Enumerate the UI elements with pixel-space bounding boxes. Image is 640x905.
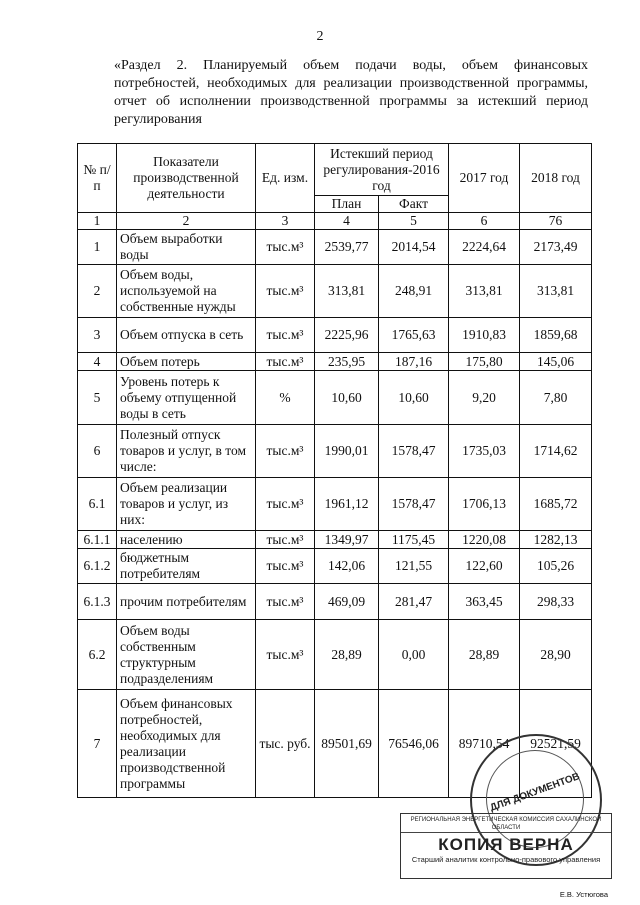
row-plan: 235,95 <box>315 353 379 371</box>
row-2017: 1220,08 <box>449 531 520 549</box>
row-2018: 1714,62 <box>520 425 592 478</box>
header-indicator: Показатели производственной деятельности <box>117 144 256 213</box>
row-indicator: Объем воды, используемой на собственные нужды <box>117 265 256 318</box>
row-fact: 1578,47 <box>379 425 449 478</box>
row-unit: тыс. руб. <box>256 690 315 798</box>
column-index: 1 <box>78 213 117 230</box>
row-indicator: Объем выработки воды <box>117 230 256 265</box>
row-indicator: населению <box>117 531 256 549</box>
copy-verified-stamp <box>400 813 612 879</box>
row-fact: 187,16 <box>379 353 449 371</box>
row-fact: 281,47 <box>379 584 449 620</box>
table-row <box>78 425 592 478</box>
row-2018: 28,90 <box>520 620 592 690</box>
row-plan: 1990,01 <box>315 425 379 478</box>
row-2017: 89710,54 <box>449 690 520 798</box>
column-index: 3 <box>256 213 315 230</box>
header-2018: 2018 год <box>520 144 592 213</box>
page-number: 2 <box>316 29 324 44</box>
round-seal-text: ДЛЯ ДОКУМЕНТОВ <box>488 771 582 814</box>
row-plan: 469,09 <box>315 584 379 620</box>
row-unit: тыс.м³ <box>256 318 315 353</box>
row-indicator: Объем отпуска в сеть <box>117 318 256 353</box>
row-unit: тыс.м³ <box>256 549 315 584</box>
row-2018: 1685,72 <box>520 478 592 531</box>
row-plan: 28,89 <box>315 620 379 690</box>
row-unit: тыс.м³ <box>256 265 315 318</box>
table-row <box>78 318 592 353</box>
row-indicator: бюджетным потребителям <box>117 549 256 584</box>
row-num: 6.1.3 <box>78 584 117 620</box>
row-plan: 1961,12 <box>315 478 379 531</box>
row-2017: 175,80 <box>449 353 520 371</box>
header-2017: 2017 год <box>449 144 520 213</box>
row-num: 6.1 <box>78 478 117 531</box>
table-row <box>78 230 592 265</box>
header-period: Истекший период регулирования-2016 год <box>315 144 449 196</box>
row-2017: 1706,13 <box>449 478 520 531</box>
row-indicator: Полезный отпуск товаров и услуг, в том числе: <box>117 425 256 478</box>
row-2018: 2173,49 <box>520 230 592 265</box>
column-index: 4 <box>315 213 379 230</box>
row-fact: 1578,47 <box>379 478 449 531</box>
table-row <box>78 265 592 318</box>
row-num: 1 <box>78 230 117 265</box>
row-plan: 142,06 <box>315 549 379 584</box>
row-num: 7 <box>78 690 117 798</box>
row-2017: 9,20 <box>449 371 520 425</box>
row-2017: 1735,03 <box>449 425 520 478</box>
row-fact: 2014,54 <box>379 230 449 265</box>
row-2017: 2224,64 <box>449 230 520 265</box>
stamp-signer: Е.В. Устюгова <box>559 890 608 899</box>
row-unit: тыс.м³ <box>256 478 315 531</box>
row-2018: 1282,13 <box>520 531 592 549</box>
table-row <box>78 478 592 531</box>
table-row <box>78 371 592 425</box>
row-2018: 298,33 <box>520 584 592 620</box>
row-fact: 10,60 <box>379 371 449 425</box>
row-2018: 105,26 <box>520 549 592 584</box>
table-row <box>78 549 592 584</box>
row-unit: тыс.м³ <box>256 531 315 549</box>
row-2018: 7,80 <box>520 371 592 425</box>
row-plan: 313,81 <box>315 265 379 318</box>
row-num: 6 <box>78 425 117 478</box>
row-2017: 28,89 <box>449 620 520 690</box>
row-2018: 145,06 <box>520 353 592 371</box>
row-num: 2 <box>78 265 117 318</box>
table-row <box>78 620 592 690</box>
column-index: 2 <box>117 213 256 230</box>
row-num: 6.2 <box>78 620 117 690</box>
header-plan: План <box>315 196 379 213</box>
row-2017: 122,60 <box>449 549 520 584</box>
column-index: 76 <box>520 213 592 230</box>
row-fact: 76546,06 <box>379 690 449 798</box>
stamp-organization: РЕГИОНАЛЬНАЯ ЭНЕРГЕТИЧЕСКАЯ КОМИССИЯ САХАЛИНСКОЙ ОБЛАСТИ <box>401 814 611 833</box>
certification-stamp <box>400 722 612 905</box>
table-row <box>78 584 592 620</box>
row-num: 5 <box>78 371 117 425</box>
header-unit: Ед. изм. <box>256 144 315 213</box>
table-row <box>78 353 592 371</box>
row-unit: тыс.м³ <box>256 584 315 620</box>
row-fact: 248,91 <box>379 265 449 318</box>
row-plan: 89501,69 <box>315 690 379 798</box>
row-plan: 2225,96 <box>315 318 379 353</box>
row-plan: 10,60 <box>315 371 379 425</box>
row-unit: тыс.м³ <box>256 425 315 478</box>
row-indicator: Объем воды собственным структурным подразделениям <box>117 620 256 690</box>
row-unit: % <box>256 371 315 425</box>
row-fact: 1765,63 <box>379 318 449 353</box>
row-indicator: Объем финансовых потребностей, необходимых для реализации производственной программы <box>117 690 256 798</box>
row-num: 4 <box>78 353 117 371</box>
row-unit: тыс.м³ <box>256 353 315 371</box>
header-num: № п/п <box>78 144 117 213</box>
stamp-main-text: КОПИЯ ВЕРНА <box>438 835 574 854</box>
production-program-table <box>77 143 592 798</box>
row-num: 6.1.1 <box>78 531 117 549</box>
section-intro-text: «Раздел 2. Планируемый объем подачи воды, объем финансовых потребностей, необходимых для реализации производственной программы, отчет об исполнении производственной программы за истекший период регулирования <box>114 58 588 127</box>
row-2018: 1859,68 <box>520 318 592 353</box>
row-num: 3 <box>78 318 117 353</box>
row-plan: 1349,97 <box>315 531 379 549</box>
row-2017: 363,45 <box>449 584 520 620</box>
header-fact: Факт <box>379 196 449 213</box>
row-unit: тыс.м³ <box>256 620 315 690</box>
row-indicator: Объем реализации товаров и услуг, из них: <box>117 478 256 531</box>
row-2018: 92521,59 <box>520 690 592 798</box>
column-index: 5 <box>379 213 449 230</box>
row-2017: 313,81 <box>449 265 520 318</box>
table-row <box>78 531 592 549</box>
row-plan: 2539,77 <box>315 230 379 265</box>
row-unit: тыс.м³ <box>256 230 315 265</box>
row-indicator: Объем потерь <box>117 353 256 371</box>
row-2018: 313,81 <box>520 265 592 318</box>
row-2017: 1910,83 <box>449 318 520 353</box>
row-fact: 1175,45 <box>379 531 449 549</box>
row-indicator: Уровень потерь к объему отпущенной воды в сеть <box>117 371 256 425</box>
row-num: 6.1.2 <box>78 549 117 584</box>
column-index: 6 <box>449 213 520 230</box>
row-indicator: прочим потребителям <box>117 584 256 620</box>
stamp-position: Старший аналитик контрольно-правового управления <box>411 855 601 864</box>
row-fact: 121,55 <box>379 549 449 584</box>
row-fact: 0,00 <box>379 620 449 690</box>
